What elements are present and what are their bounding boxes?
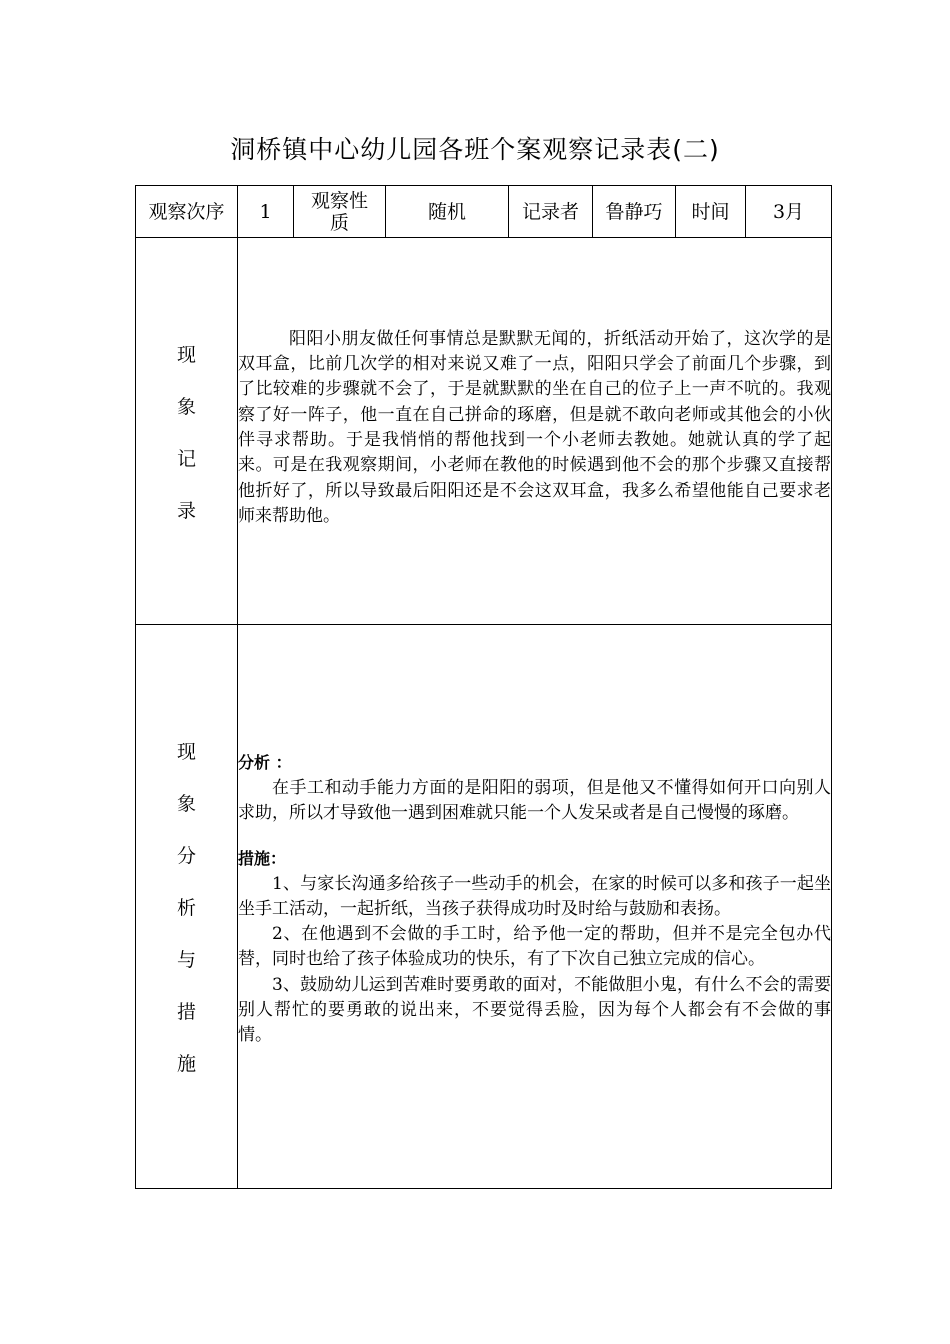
side-char: 措 [176,1001,196,1023]
nature-value: 随机 [386,186,509,238]
time-value: 3月 [746,186,832,238]
side-char: 分 [176,845,196,867]
side-char: 象 [176,395,196,418]
side-char: 记 [176,447,196,470]
analysis-content [238,625,832,1189]
observation-record-table [135,185,832,1189]
header-row [136,186,832,238]
seq-label: 观察次序 [136,186,238,238]
observation-text: 阳阳小朋友做任何事情总是默默无闻的，折纸活动开始了，这次学的是双耳盒，比前几次学的相对来说又难了一点，阳阳只学会了前面几个步骤，到了比较难的步骤就不会了，于是就默默的坐在自己的位子上一声不吭的。我观察了好一阵子，他一直在自己拼命的琢磨，但是就不敢向老师或其他会的小伙伴寻求帮助。于是我悄悄的帮他找到一个小老师去教她。她就认真的学了起来。可是在我观察期间，小老师在教他的时候遇到他不会的那个步骤又直接帮他折好了，所以导致最后阳阳还是不会这双耳盒，我多么希望他能自己要求老师来帮助他。 [238,328,831,526]
side-char: 施 [176,1053,196,1075]
recorder-label: 记录者 [509,186,593,238]
side-char: 录 [176,499,196,522]
observation-side-label [136,238,238,625]
side-char: 析 [176,897,196,919]
observation-row [136,238,832,625]
nature-label: 观察性质 [294,186,386,238]
measure-item: 1、与家长沟通多给孩子一些动手的机会，在家的时候可以多和孩子一起坐坐手工活动，一起折纸，当孩子获得成功时及时给与鼓励和表扬。 [238,873,831,919]
side-char: 现 [176,343,196,366]
measure-item: 3、鼓励幼儿运到苦难时要勇敢的面对，不能做胆小鬼，有什么不会的需要别人帮忙的要勇敢的说出来，不要觉得丢脸，因为每个人都会有不会做的事情。 [238,974,831,1046]
analysis-text: 在手工和动手能力方面的是阳阳的弱项，但是他又不懂得如何开口向别人求助，所以才导致他一遇到困难就只能一个人发呆或者是自己慢慢的琢磨。 [238,777,831,823]
measure-item: 2、在他遇到不会做的手工时，给予他一定的帮助，但并不是完全包办代替，同时也给了孩子体验成功的快乐，有了下次自己独立完成的信心。 [238,924,831,970]
side-char: 与 [176,949,196,971]
time-label: 时间 [676,186,746,238]
page-title: 洞桥镇中心幼儿园各班个案观察记录表(二) [230,135,720,164]
analysis-row [136,625,832,1189]
side-char: 象 [176,793,196,815]
seq-value: 1 [238,186,294,238]
analysis-heading: 分析 ： [238,753,292,773]
analysis-side-label [136,625,238,1189]
measures-heading: 措施： [238,849,287,869]
observation-content [238,238,832,625]
side-char: 现 [176,741,196,763]
recorder-value: 鲁静巧 [593,186,676,238]
